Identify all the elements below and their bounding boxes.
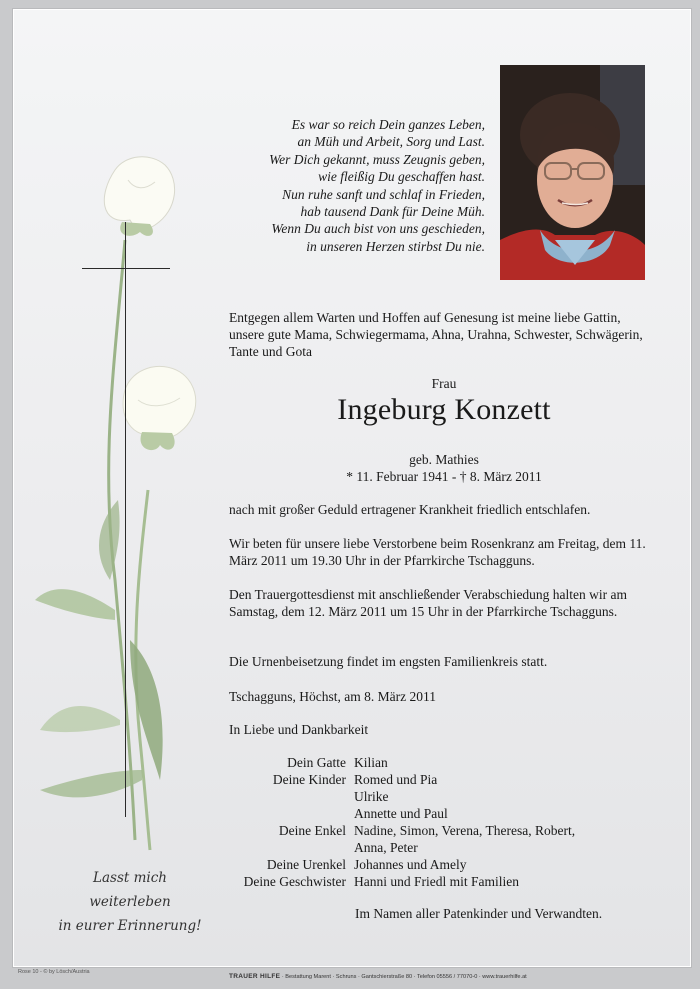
mourner-row (200, 754, 670, 771)
mourner-names: Johannes und Amely (354, 857, 467, 872)
footer-brand: TRAUER HILFE (229, 973, 281, 980)
poem-line: hab tausend Dank für Deine Müh. (300, 204, 485, 220)
mourner-role (200, 788, 354, 805)
mourner-row (200, 822, 670, 839)
place-date-line: Tschagguns, Höchst, am 8. März 2011 (229, 689, 437, 704)
mourner-names: Anna, Peter (354, 840, 418, 855)
rosary-notice: Wir beten für unsere liebe Verstorbene beim Rosenkranz am Freitag, dem 11. März 2011 um 19.30 Uhr in der Pfarrkirche Tschagguns. (229, 536, 646, 568)
closing-line: Im Namen aller Patenkinder und Verwandten. (355, 906, 603, 921)
image-credit: Rose 10 - © by Lösch/Austria (18, 969, 90, 975)
intro-paragraph: Entgegen allem Warten und Hoffen auf Genesung ist meine liebe Gattin, unsere gute Mama, Schwiegermama, Ahna, Urahna, Schwester, Schwägerin, Tante und Gota (229, 310, 643, 359)
deceased-name: Ingeburg Konzett (337, 393, 551, 426)
poem-line: wie fleißig Du geschaffen hast. (318, 169, 485, 185)
poem-line: Es war so reich Dein ganzes Leben, (291, 117, 485, 132)
birth-death-info (229, 451, 659, 485)
mourner-row (200, 788, 670, 805)
memorial-poem (200, 116, 485, 255)
salutation: Frau (431, 376, 457, 391)
poem-line: Wer Dich gekannt, muss Zeugnis geben, (269, 151, 485, 167)
mourner-row (200, 771, 670, 788)
script-line: in eurer Erinnerung! (58, 918, 202, 934)
mourner-names: Ulrike (354, 789, 389, 804)
urn-burial-notice: Die Urnenbeisetzung findet im engsten Familienkreis statt. (229, 654, 548, 669)
mourner-role: Deine Enkel (278, 823, 346, 838)
footer-imprint (229, 973, 527, 980)
mourner-role: Deine Urenkel (266, 857, 346, 872)
maiden-name: geb. Mathies (409, 452, 479, 467)
mourner-row (200, 856, 670, 873)
mourner-names: Hanni und Friedl mit Familien (354, 874, 519, 889)
mourner-role: Deine Kinder (272, 772, 346, 787)
mourner-row (200, 873, 670, 890)
cross-horizontal-bar (82, 268, 170, 269)
mourner-role: Dein Gatte (287, 755, 346, 770)
love-gratitude-line: In Liebe und Dankbarkeit (229, 722, 369, 737)
mourner-role (200, 805, 354, 822)
mourner-names: Kilian (354, 755, 388, 770)
poem-line: Nun ruhe sanft und schlaf in Frieden, (282, 186, 485, 202)
funeral-service-notice: Den Trauergottesdienst mit anschließender Verabschiedung halten wir am Samstag, dem 12. März 2011 um 15 Uhr in der Pfarrkirche Tschagguns. (229, 587, 628, 619)
poem-line: in unseren Herzen stirbst Du nie. (306, 238, 485, 254)
script-line: Lasst mich (93, 870, 167, 886)
mourner-names: Annette und Paul (354, 806, 448, 821)
passing-statement: nach mit großer Geduld ertragener Krankheit friedlich entschlafen. (229, 502, 591, 517)
footer-details: · Bestattung Marent · Schruns · Gantschierstraße 80 · Telefon 05556 / 77070-0 · www.trauerhilfe.at (281, 974, 527, 980)
mourner-names: Romed und Pia (354, 772, 438, 787)
cross-vertical-bar (125, 222, 126, 817)
mourners-list (200, 754, 670, 890)
script-line: weiterleben (89, 894, 171, 910)
mourner-row (200, 839, 670, 856)
portrait-photo (500, 65, 645, 280)
mourner-names: Nadine, Simon, Verena, Theresa, Robert, (354, 823, 576, 838)
mourner-role (200, 839, 354, 856)
poem-line: Wenn Du auch bist von uns geschieden, (271, 221, 485, 237)
life-dates: * 11. Februar 1941 - † 8. März 2011 (346, 469, 542, 484)
mourner-row (200, 805, 670, 822)
script-verse (50, 866, 210, 938)
poem-line: an Müh und Arbeit, Sorg und Last. (297, 134, 485, 150)
mourner-role: Deine Geschwister (243, 874, 346, 889)
